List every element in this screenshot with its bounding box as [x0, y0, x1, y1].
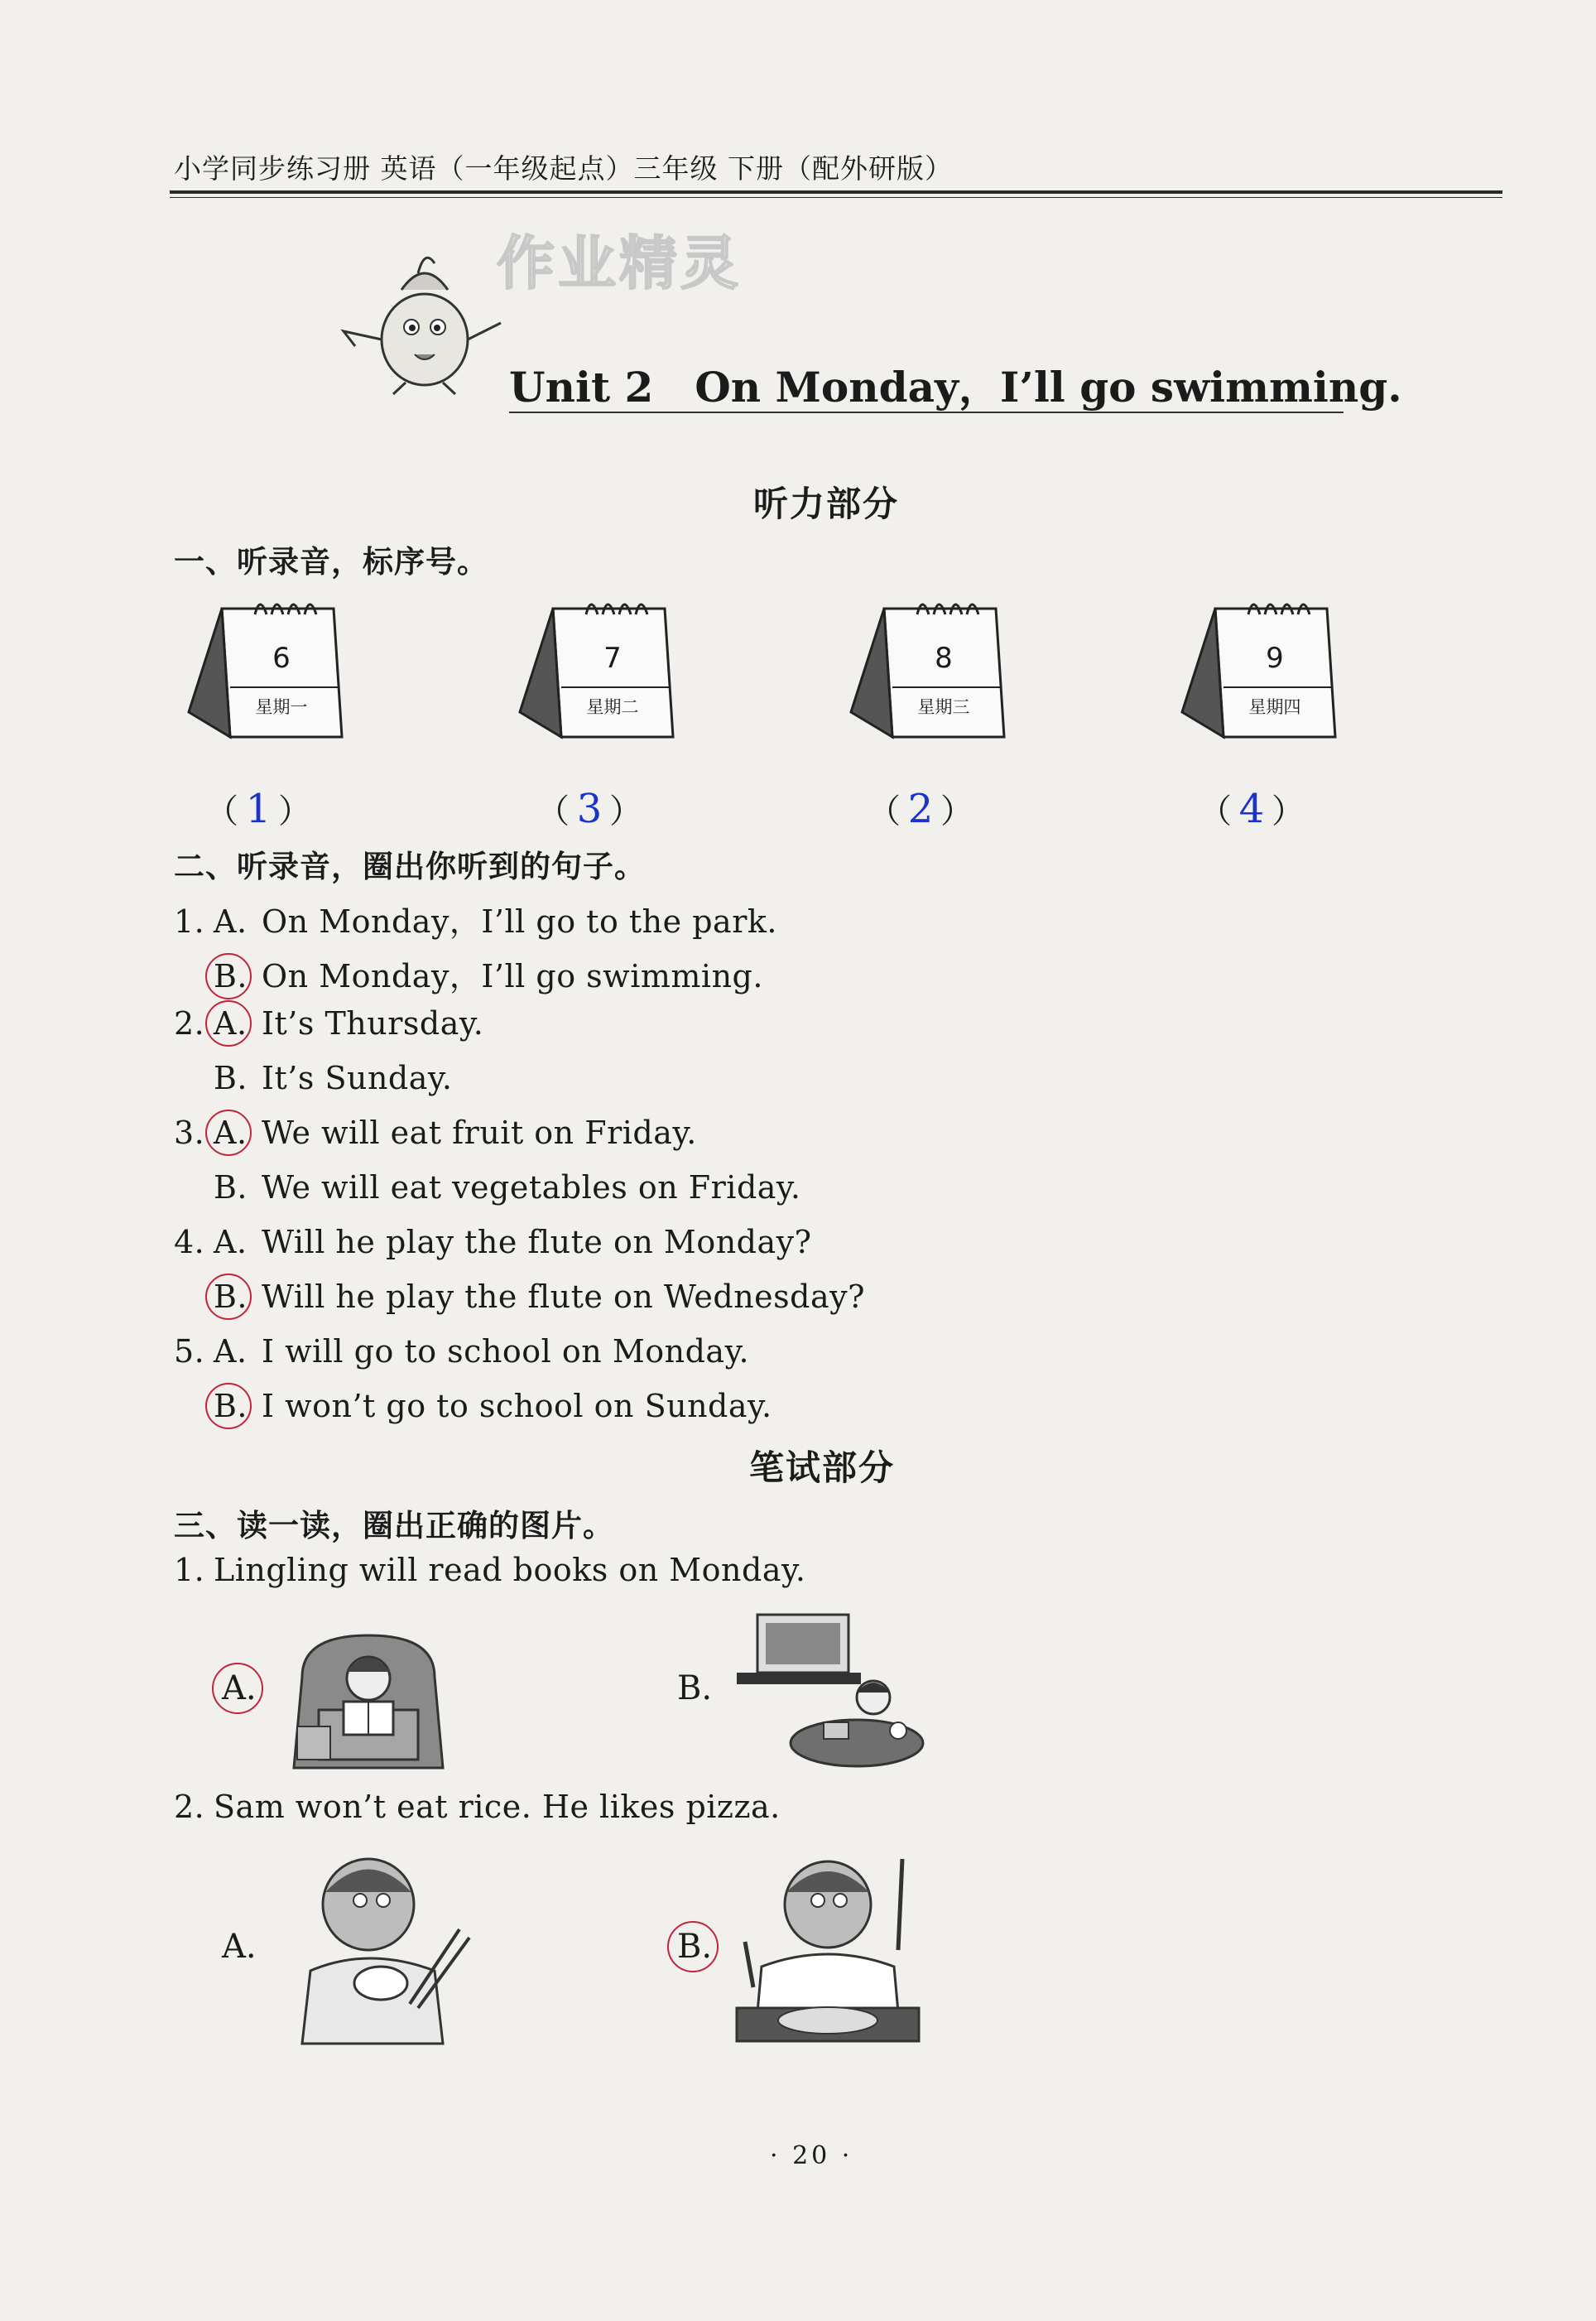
paren-close: ）: [278, 792, 311, 831]
option-text: I won’t go to school on Sunday.: [262, 1388, 772, 1424]
watermark: 作业精灵: [497, 229, 742, 297]
paren-close: ）: [1272, 792, 1305, 831]
option-b-label-circled: B.: [214, 1388, 262, 1424]
paren-open: （: [1199, 792, 1232, 831]
option-text: Will he play the flute on Wednesday?: [262, 1278, 865, 1315]
question-3-heading: 三、读一读，圈出正确的图片。: [174, 1508, 614, 1543]
option-text: We will eat vegetables on Friday.: [262, 1169, 801, 1206]
option-text: I will go to school on Monday.: [262, 1333, 750, 1370]
calendar-day: 8: [935, 642, 953, 675]
answer-value: 3: [576, 786, 603, 832]
option-a-label: A.: [214, 1333, 248, 1370]
option-a-label: A.: [214, 1224, 248, 1260]
paren-open: （: [205, 792, 238, 831]
item-number: 2.: [174, 1005, 205, 1042]
q3-item-1-option-b[interactable]: B.: [677, 1669, 713, 1707]
q3-item-2-option-a[interactable]: A.: [222, 1928, 257, 1966]
q3-item-2-prompt: [174, 1789, 781, 1825]
paren-open: （: [536, 792, 570, 831]
item-number: 2.: [174, 1789, 205, 1825]
boy-eating-rice-picture[interactable]: [294, 1847, 476, 2045]
option-text: We will eat fruit on Friday.: [262, 1115, 697, 1151]
header-rule-thin: [170, 197, 1502, 198]
page-header: 小学同步练习册 英语（一年级起点）三年级 下册（配外研版）: [174, 152, 953, 185]
calendar-icon: [1174, 596, 1339, 754]
answer-blank[interactable]: [1199, 785, 1305, 832]
answer-value: 1: [245, 786, 272, 832]
unit-title: Unit 2 On Monday，I’ll go swimming.: [509, 363, 1402, 412]
question-1-heading: 一、听录音，标序号。: [174, 544, 488, 580]
prompt-text: Sam won’t eat rice. He likes pizza.: [214, 1789, 781, 1825]
answer-blank[interactable]: [868, 785, 973, 832]
calendar-weekday: 星期二: [586, 697, 639, 717]
answer-value: 4: [1238, 786, 1265, 832]
option-b-label-circled: B.: [214, 958, 262, 994]
option-text: Will he play the flute on Monday?: [262, 1224, 812, 1260]
girl-reading-in-armchair-picture[interactable]: [286, 1619, 451, 1776]
q3-item-1-option-a-circled[interactable]: A.: [222, 1669, 257, 1707]
item-number: 4.: [174, 1224, 205, 1260]
option-a-label: A.: [214, 903, 248, 940]
calendar-weekday: 星期三: [917, 697, 970, 717]
boy-playing-with-toys-picture[interactable]: [733, 1606, 931, 1772]
paren-close: ）: [940, 792, 973, 831]
question-2-heading: 二、听录音，圈出你听到的句子。: [174, 849, 646, 884]
option-a-label-circled: A.: [214, 1005, 262, 1042]
calendar-day: 6: [272, 642, 291, 675]
writing-section-title: 笔试部分: [749, 1447, 896, 1488]
q2-item-1-option-b[interactable]: [214, 951, 763, 996]
option-text: On Monday，I’ll go to the park.: [262, 903, 777, 940]
option-b-label: B.: [214, 1060, 248, 1096]
paren-close: ）: [609, 792, 642, 831]
option-b-label: B.: [214, 1169, 248, 1206]
listening-section-title: 听力部分: [753, 484, 900, 524]
calendar-weekday: 星期四: [1248, 697, 1301, 717]
q2-item-5-option-a[interactable]: [174, 1333, 749, 1370]
q2-item-4-option-a[interactable]: [174, 1224, 812, 1260]
calendar-icon: [512, 596, 677, 754]
item-number: 3.: [174, 1115, 205, 1151]
calendar-icon: [180, 596, 346, 754]
page-number: · 20 ·: [770, 2141, 853, 2170]
q3-item-1-prompt: [174, 1552, 806, 1588]
unit-title-underline: [509, 412, 1344, 413]
q2-item-2-option-a[interactable]: [174, 1005, 483, 1042]
header-rule: [170, 190, 1502, 194]
q2-item-3-option-b[interactable]: [214, 1169, 800, 1206]
q2-item-2-option-b[interactable]: [214, 1060, 452, 1096]
item-number: 5.: [174, 1333, 205, 1370]
q3-item-2-option-b-circled[interactable]: B.: [677, 1928, 713, 1966]
calendar-icon: [843, 596, 1008, 754]
option-text: It’s Thursday.: [262, 1005, 484, 1042]
calendar-day: 9: [1266, 642, 1284, 675]
item-number: 1.: [174, 903, 205, 940]
item-number: 1.: [174, 1552, 205, 1588]
boy-eating-pizza-picture[interactable]: [728, 1842, 927, 2045]
calendar-day: 7: [603, 642, 622, 675]
q2-item-4-option-b[interactable]: [214, 1278, 865, 1315]
q2-item-3-option-a[interactable]: [174, 1115, 697, 1151]
answer-blank[interactable]: [536, 785, 642, 832]
answer-blank[interactable]: [205, 785, 311, 832]
calendar-weekday: 星期一: [255, 697, 308, 717]
q2-item-5-option-b[interactable]: [214, 1388, 772, 1424]
prompt-text: Lingling will read books on Monday.: [214, 1552, 806, 1588]
paren-open: （: [868, 792, 901, 831]
mascot-illustration: [335, 240, 509, 397]
option-a-label-circled: A.: [214, 1115, 262, 1151]
option-b-label-circled: B.: [214, 1278, 262, 1315]
option-text: It’s Sunday.: [262, 1060, 453, 1096]
q2-item-1-option-a[interactable]: [174, 896, 777, 941]
option-text: On Monday，I’ll go swimming.: [262, 958, 763, 994]
answer-value: 2: [907, 786, 934, 832]
